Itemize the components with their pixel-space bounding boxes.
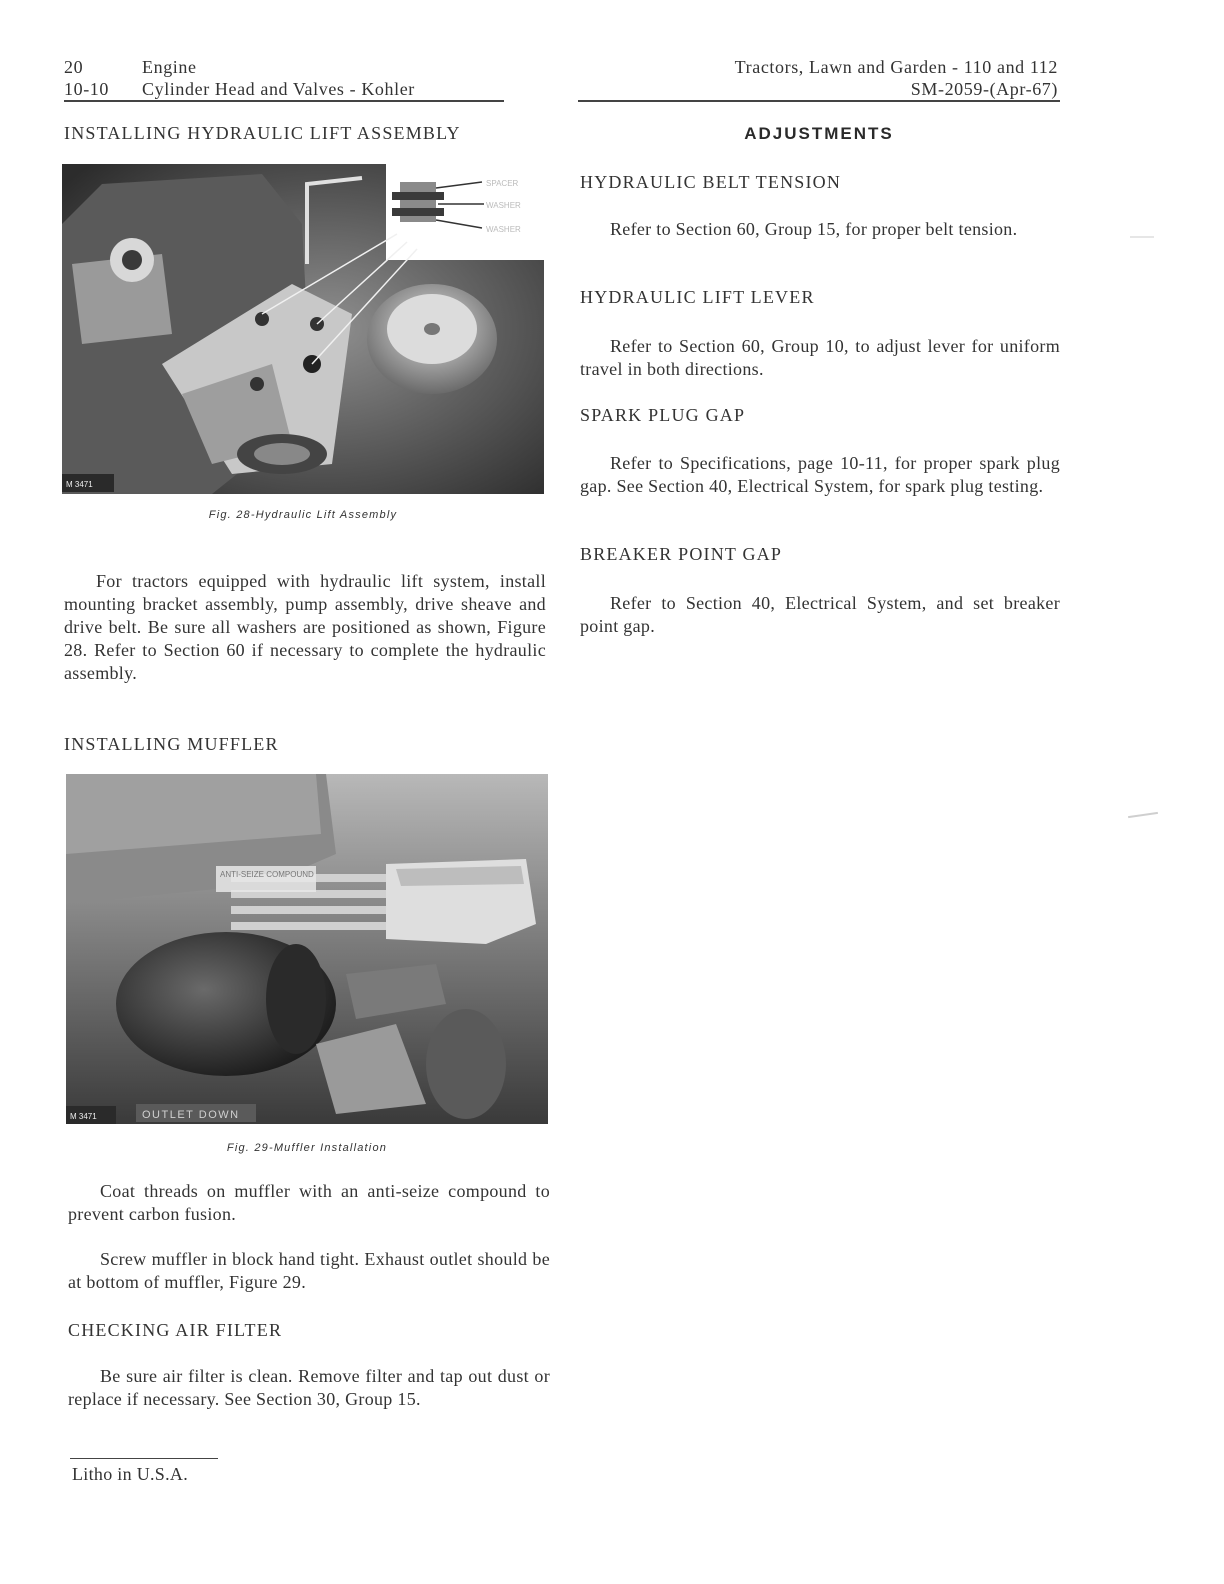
section-name: Engine (142, 57, 197, 77)
inset-label-1: SPACER (486, 179, 519, 188)
header-line-2 (64, 78, 524, 100)
breaker-paragraph: Refer to Section 40, Electrical System, and set breaker point gap. (580, 593, 1060, 636)
header-right (600, 56, 1058, 100)
figure-29-tag: M 3471 (70, 1112, 97, 1121)
group-title: Cylinder Head and Valves - Kohler (142, 79, 415, 99)
header-left (64, 56, 524, 100)
manual-title: Tractors, Lawn and Garden - 110 and 112 (734, 57, 1058, 77)
footer-litho: Litho in U.S.A. (72, 1464, 189, 1484)
spark-paragraph: Refer to Specifications, page 10-11, for proper spark plug gap. See Section 40, Electrical System, for spark plug testing. (580, 453, 1060, 496)
belt-heading: HYDRAULIC BELT TENSION (580, 172, 842, 192)
header-line-1 (64, 56, 524, 78)
anti-seize-label: ANTI-SEIZE COMPOUND (220, 870, 314, 879)
header-rule-left (64, 100, 504, 102)
adjustments-heading: ADJUSTMENTS (744, 124, 894, 143)
lever-heading: HYDRAULIC LIFT LEVER (580, 287, 815, 307)
muffler-paragraph-1: Coat threads on muffler with an anti-seize compound to prevent carbon fusion. (68, 1181, 550, 1224)
footer-rule (70, 1458, 218, 1459)
group-number: 10-10 (64, 79, 109, 99)
air-filter-paragraph: Be sure air filter is clean. Remove filter and tap out dust or replace if necessary. See Section 30, Group 15. (68, 1366, 550, 1409)
page-number: 20 (64, 57, 84, 77)
header-rule-right (578, 100, 1060, 102)
figure-28-tag: M 3471 (66, 480, 93, 489)
spark-heading: SPARK PLUG GAP (580, 405, 746, 425)
inset-label-2: WASHER (486, 201, 521, 210)
muffler-heading: INSTALLING MUFFLER (64, 734, 279, 754)
lever-paragraph: Refer to Section 60, Group 10, to adjust lever for uniform travel in both directions. (580, 336, 1060, 379)
scan-mark-2 (1128, 812, 1158, 818)
outlet-down-label: OUTLET DOWN (142, 1109, 240, 1121)
hydraulic-heading: INSTALLING HYDRAULIC LIFT ASSEMBLY (64, 123, 461, 143)
breaker-heading: BREAKER POINT GAP (580, 544, 783, 564)
figure-28-photo (62, 164, 544, 494)
belt-paragraph: Refer to Section 60, Group 15, for proper belt tension. (610, 219, 1018, 239)
air-filter-heading: CHECKING AIR FILTER (68, 1320, 283, 1340)
hydraulic-paragraph: For tractors equipped with hydraulic lift system, install mounting bracket assembly, pump assembly, drive sheave and drive belt. Be sure all washers are positioned as shown, Figure 28. Refer to Section 60 if necessary to complete the hydraulic assembly. (64, 571, 546, 683)
scan-mark-1 (1130, 236, 1154, 238)
inset-label-3: WASHER (486, 225, 521, 234)
figure-28-caption: Fig. 28-Hydraulic Lift Assembly (208, 509, 398, 521)
figure-29-caption: Fig. 29-Muffler Installation (226, 1142, 388, 1154)
figure-29-photo (66, 774, 548, 1124)
muffler-paragraph-2: Screw muffler in block hand tight. Exhaust outlet should be at bottom of muffler, Figure 29. (68, 1249, 550, 1292)
manual-code: SM-2059-(Apr-67) (910, 79, 1058, 99)
